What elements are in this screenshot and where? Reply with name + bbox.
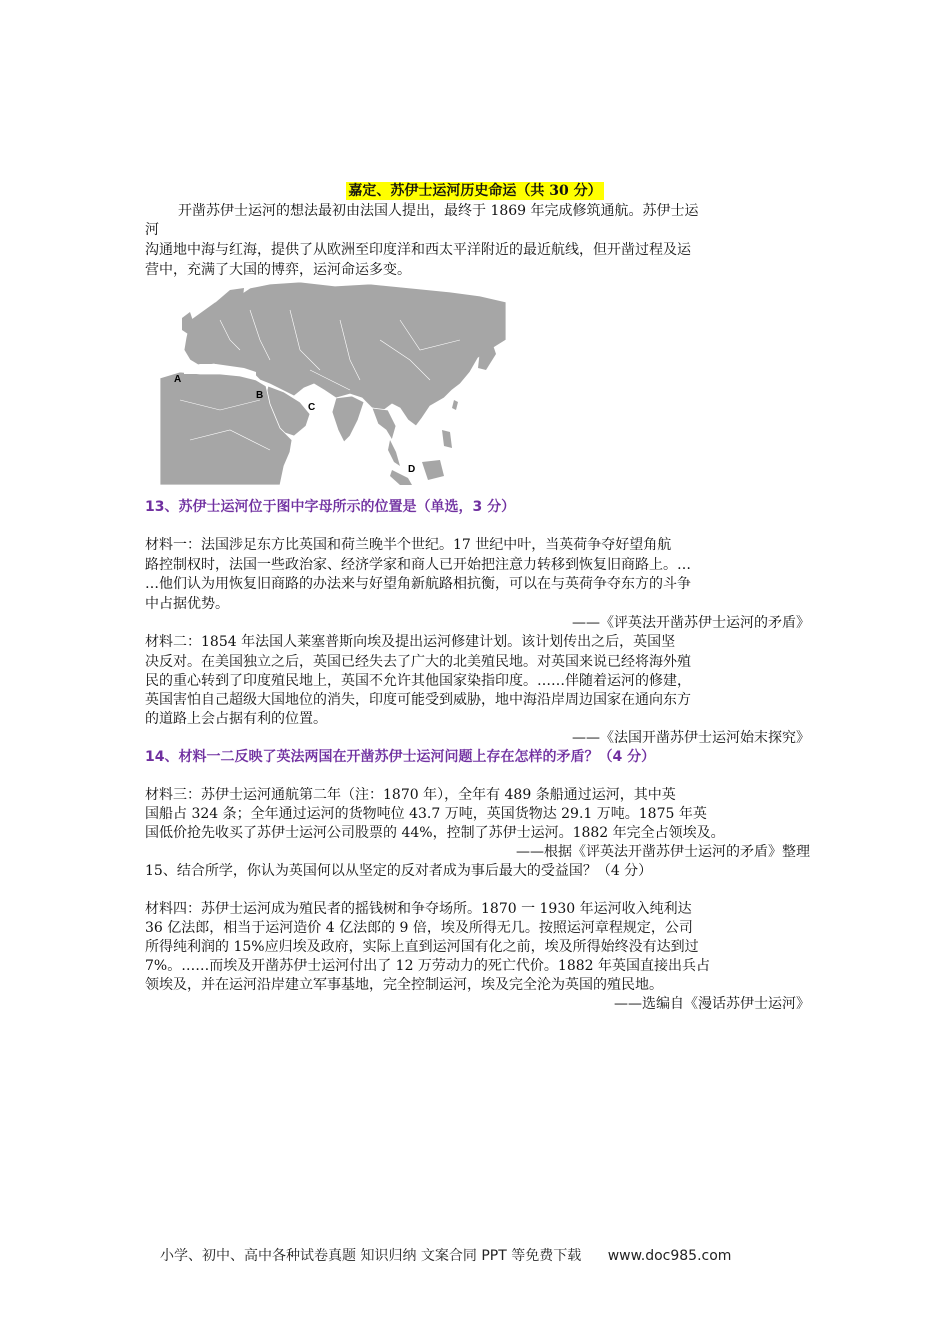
question-14: 14、材料一二反映了英法两国在开凿苏伊士运河问题上存在怎样的矛盾？（4 分） — [145, 749, 656, 765]
material-4-line-3: 所得纯利润的 15%应归埃及政府，实际上直到运河国有化之前，埃及所得始终没有达到过 — [145, 939, 699, 955]
material-2-line-4: 英国害怕自己超级大国地位的消失，印度可能受到威胁，地中海沿岸周边国家在通向东方 — [145, 692, 691, 708]
material-1-line-3: …他们认为用恢复旧商路的办法来与好望角新航路相抗衡，可以在与英荷争夺东方的斗争 — [145, 576, 691, 592]
material-2-source: ——《法国开凿苏伊士运河始末探究》 — [572, 730, 810, 746]
material-1-line-2: 路控制权时，法国一些政治家、经济学家和商人已开始把注意力转移到恢复旧商路上。… — [145, 557, 691, 573]
material-2-line-5: 的道路上会占据有利的位置。 — [145, 711, 327, 727]
material-4-line-5: 领埃及，并在运河沿岸建立军事基地，完全控制运河，埃及完全沦为英国的殖民地。 — [145, 977, 663, 993]
material-1-source: ——《评英法开凿苏伊士运河的矛盾》 — [572, 615, 810, 631]
eurasia-map — [160, 280, 506, 485]
map-label-c: C — [308, 402, 316, 413]
question-13: 13、苏伊士运河位于图中字母所示的位置是（单选，3 分） — [145, 499, 516, 515]
material-1-line-1: 材料一：法国涉足东方比英国和荷兰晚半个世纪。17 世纪中叶，当英荷争夺好望角航 — [145, 537, 672, 553]
map-label-a: A — [174, 374, 182, 385]
material-4-line-4: 7%。……而埃及开凿苏伊士运河付出了 12 万劳动力的死亡代价。1882 年英国直接出兵占 — [145, 958, 711, 974]
title-block — [0, 180, 950, 200]
material-3-line-1: 材料三：苏伊士运河通航第二年（注：1870 年），全年有 489 条船通过运河，其中英 — [145, 787, 676, 803]
material-3-line-2: 国船占 324 条；全年通过运河的货物吨位 43.7 万吨，英国货物达 29.1 万吨。1875 年英 — [145, 806, 707, 822]
intro-line-3: 沟通地中海与红海，提供了从欧洲至印度洋和西太平洋附近的最近航线，但开凿过程及运 — [145, 242, 691, 258]
material-1-line-4: 中占据优势。 — [145, 596, 229, 612]
page-title: 嘉定、苏伊士运河历史命运（共 30 分） — [348, 183, 602, 199]
material-2-line-1: 材料二：1854 年法国人莱塞普斯向埃及提出运河修建计划。该计划传出之后，英国坚 — [145, 634, 676, 650]
question-15: 15、结合所学，你认为英国何以从坚定的反对者成为事后最大的受益国？（4 分） — [145, 863, 653, 879]
material-3-source: ——根据《评英法开凿苏伊士运河的矛盾》整理 — [516, 844, 810, 860]
intro-line-2: 河 — [145, 222, 159, 238]
map-label-d: D — [408, 464, 416, 475]
intro-line-4: 营中，充满了大国的博弈，运河命运多变。 — [145, 262, 411, 278]
material-2-line-3: 民的重心转到了印度殖民地上，英国不允许其他国家染指印度。……伴随着运河的修建， — [145, 673, 691, 689]
material-4-source: ——选编自《漫话苏伊士运河》 — [614, 996, 810, 1012]
material-2-line-2: 决反对。在美国独立之后，英国已经失去了广大的北美殖民地。对英国来说已经将海外殖 — [145, 654, 691, 670]
map-label-b: B — [256, 390, 264, 401]
intro-line-1: 开凿苏伊士运河的想法最初由法国人提出，最终于 1869 年完成修筑通航。苏伊士运 — [178, 203, 699, 219]
footer-url[interactable]: www.doc985.com — [607, 1248, 732, 1264]
footer-text: 小学、初中、高中各种试卷真题 知识归纳 文案合同 PPT 等免费下载 — [160, 1248, 582, 1264]
material-4-line-2: 36 亿法郎，相当于运河造价 4 亿法郎的 9 倍，埃及所得无几。按照运河章程规定，公司 — [145, 920, 693, 936]
page-footer — [160, 1245, 731, 1265]
material-4-line-1: 材料四：苏伊士运河成为殖民者的摇钱树和争夺场所。1870 一 1930 年运河收入纯利达 — [145, 901, 692, 917]
material-3-line-3: 国低价抢先收买了苏伊士运河公司股票的 44%，控制了苏伊士运河。1882 年完全占领埃及。 — [145, 825, 725, 841]
